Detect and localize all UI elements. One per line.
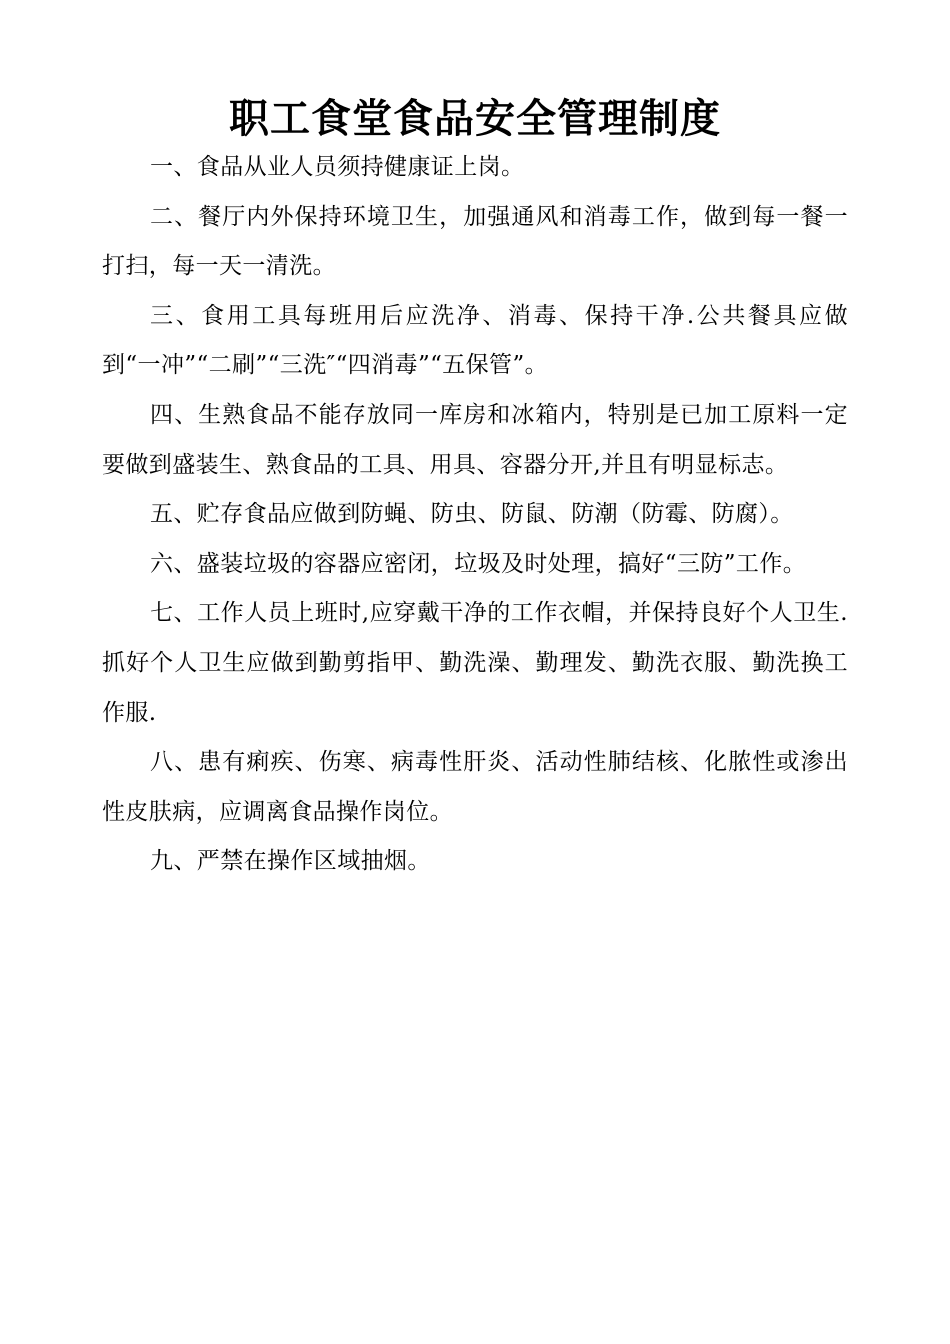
rule-9: 九、严禁在操作区域抽烟。	[150, 848, 431, 875]
rule-8: 八、患有痢疾、伤寒、病毒性肝炎、活动性肺结核、化脓性或渗出性皮肤病，应调离食品操作岗位。	[102, 749, 848, 825]
rule-3: 三、食用工具每班用后应洗净、消毒、保持干净.公共餐具应做到“一冲”“二刷”“三洗″“四消毒”“五保管”。	[102, 302, 848, 379]
document-title: 职工食堂食品安全管理制度	[229, 96, 721, 142]
rule-1: 一、食品从业人员须持健康证上岗。	[150, 154, 525, 180]
rule-7: 七、工作人员上班时,应穿戴干净的工作衣帽，并保持良好个人卫生.抓好个人卫生应做到勤剪指甲、勤洗澡、勤理发、勤洗衣服、勤洗换工作服.	[102, 600, 848, 726]
rule-4: 四、生熟食品不能存放同一库房和冰箱内，特别是已加工原料一定要做到盛装生、熟食品的工具、用具、容器分开,并且有明显标志。	[102, 401, 848, 478]
rule-2: 二、餐厅内外保持环境卫生，加强通风和消毒工作，做到每一餐一打扫，每一天一清洗。	[102, 203, 848, 280]
rule-6: 六、盛装垃圾的容器应密闭，垃圾及时处理，搞好“三防”工作。	[150, 550, 807, 577]
document-body	[102, 143, 848, 887]
rule-5: 五、贮存食品应做到防蝇、防虫、防鼠、防潮（防霉、防腐）。	[150, 501, 794, 528]
